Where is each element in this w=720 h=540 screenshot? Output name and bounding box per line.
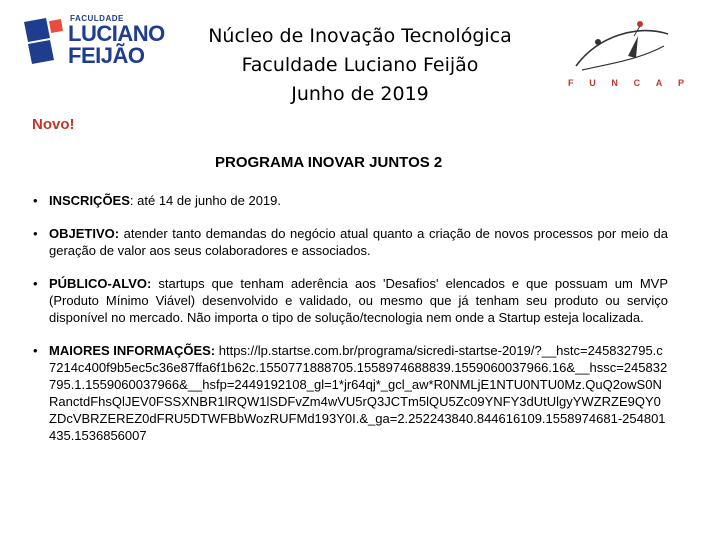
logo-luciano-text: LUCIANO [68,21,165,46]
header-line-1: Núcleo de Inovação Tecnológica [208,25,512,47]
header-line-3: Junho de 2019 [291,83,429,105]
funcap-letter: U [589,78,596,88]
list-item-maiores-informacoes [32,342,668,444]
item-label: MAIORES INFORMAÇÕES: [49,343,216,358]
funcap-letter: N [611,78,618,88]
program-title: PROGRAMA INOVAR JUNTOS 2 [215,154,443,171]
header-line-2: Faculdade Luciano Feijão [241,54,479,76]
header-title [180,22,540,109]
item-label: OBJETIVO: [49,226,120,241]
info-link[interactable]: https://lp.startse.com.br/programa/sicredi-startse-2019/?__hstc=245832795.c7214c400f9b5ec5c36e87ffa6f1b62c.1550771888705.1558974688839.1559060037966.16&__hssc=245832795.1.1559060037966&__hsfp=2449192108_gl=1*jr64qj*_gcl_aw*R0NMLjE1NTU0NTU0Mz.QuQ2owS0NRanctdFhsQlJEV0FSSXNBR1lRQW1lSDFvZm4wVU5rQ3JCTm5lQU5Zc09YNFY3dUtUlgyYWZRZE9QY0ZDcVBRZEREZ0dFRU5DTWFBbWozRUFMd193Y0I.&_ga=2.252243840.844616109.1558974681-254801435.1536856007 [49,343,668,443]
funcap-letters [568,78,684,88]
funcap-orbit-icon [568,16,684,76]
item-label: INSCRIÇÕES [49,193,130,208]
new-badge: Novo! [32,116,75,133]
logo-mark-icon [20,16,66,64]
info-list [32,192,668,460]
funcap-letter: P [677,78,684,88]
faculdade-luciano-feijao-logo [20,14,170,72]
list-item-publico-alvo [32,275,668,326]
item-text: até 14 de junho de 2019. [137,193,281,208]
list-item-inscricoes [32,192,668,209]
item-text: startups que tenham aderência aos 'Desafios' elencados e que possuam um MVP (Produto Mínimo Viável) desenvolvido e validado, ou mesmo que já tenham seu produto ou serviço disponível no mercado. Não importa o tipo de solução/tecnologia nem onde a Startup esteja localizada. [49,276,668,325]
item-text: atender tanto demandas do negócio atual quanto a criação de novos processos por meio da geração de valor aos seus colaboradores e associados. [49,226,668,258]
funcap-logo [568,16,684,92]
funcap-letter: F [568,78,574,88]
funcap-letter: A [655,78,663,88]
list-item-objetivo [32,225,668,259]
item-label: PÚBLICO-ALVO: [49,276,152,291]
logo-feijao-text: FEIJÃO [68,43,145,68]
funcap-letter: C [633,78,641,88]
logo-faculdade-text: FACULDADE [70,14,124,23]
item-separator: : [129,193,138,208]
